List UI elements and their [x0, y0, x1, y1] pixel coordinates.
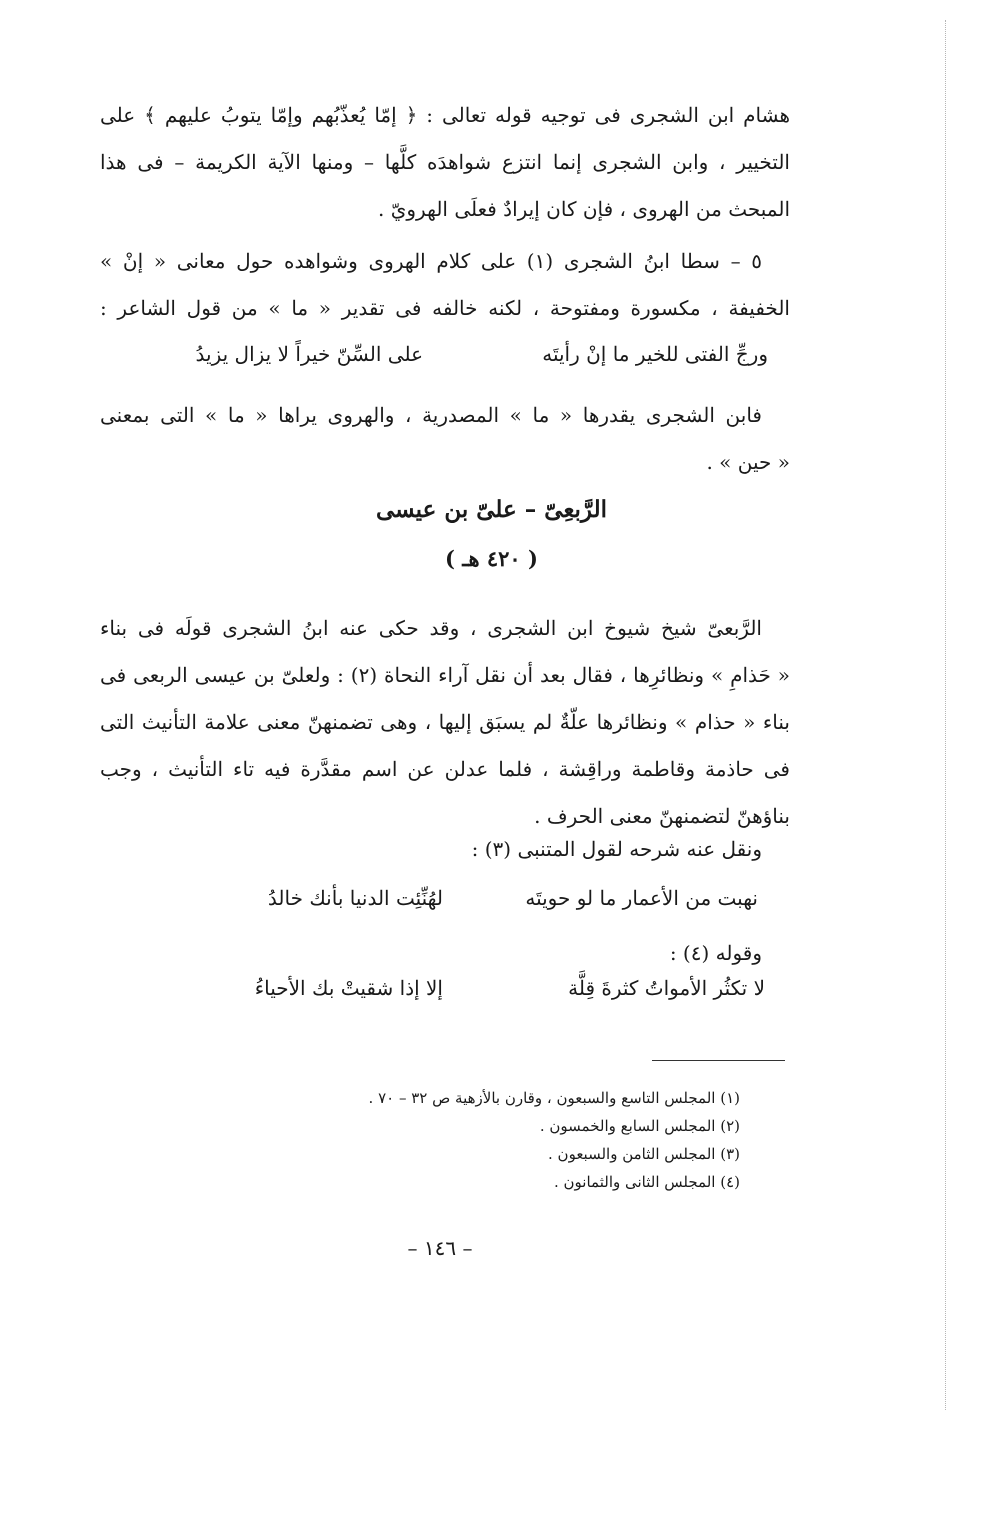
- text-line: فابن الشجرى يقدرها « ما » المصدرية ، والهروى يراها « ما » التى بمعنى: [100, 403, 762, 427]
- footnotes: [280, 1084, 740, 1196]
- footnote-1: (١) المجلس التاسع والسبعون ، وقارن بالأزهية ص ٣٢ – ٧٠ .: [368, 1089, 740, 1107]
- verse-first-hemistich: نهبت من الأعمار ما لو حويتَه: [525, 886, 758, 910]
- text-line: هشام ابن الشجرى فى توجيه قوله تعالى : ﴿ إمّا يُعذّبُهم وإمّا يتوبُ عليهم ﴾ على: [100, 103, 790, 127]
- verse-first-hemistich: لا تكثُر الأمواتُ كثرةَ قِلَّة: [568, 976, 765, 1000]
- section-heading-title: الرَّبعِىّ – علىّ بن عيسى: [375, 496, 608, 523]
- text-line: التخيير ، وابن الشجرى إنما انتزع شواهدَه كلَّها – ومنها الآية الكريمة – فى هذا: [100, 150, 790, 174]
- paragraph-mutanabbi-intro: [100, 826, 790, 873]
- paragraph-item-5: [100, 238, 790, 332]
- text-line: فى حاذمة وقاطمة وراقِشة ، فلما عدلن عن اسم مقدَّرة فيه تاء التأنيث ، وجب: [100, 757, 790, 781]
- text-line: « حَذامِ » ونظائرِها ، فقال بعد أن نقل آراء النحاة (٢) : ولعلىّ بن عيسى الربعى فى: [100, 663, 790, 687]
- footnote-separator: [652, 1060, 785, 1061]
- text-line: الرَّبعىّ شيخ شيوخ ابن الشجرى ، وقد حكى عنه ابنُ الشجرى قولَه فى بناء: [100, 616, 762, 640]
- text-line: بناء « حذام » ونظائرها علّةٌ لم يسبَق إليها ، وهى تضمنهنّ معنى علامة التأنيث التى: [100, 710, 790, 734]
- text-line: المبحث من الهروى ، فإن كان إيرادٌ فعلَى الهرويّ .: [378, 197, 790, 221]
- verse-second-hemistich: لهُنِّئِت الدنيا بأنك خالدُ: [267, 886, 443, 910]
- text-line: ٥ – سطا ابنُ الشجرى (١) على كلام الهروى وشواهده حول معانى « إنْ »: [100, 249, 762, 273]
- text-line: ونقل عنه شرحه لقول المتنبى (٣) :: [471, 837, 762, 861]
- paragraph-ibn-shajari-estimate: [100, 392, 790, 486]
- text-line: « حين » .: [706, 450, 790, 474]
- paragraph-his-saying: [100, 930, 790, 977]
- scan-edge-dotted-line: [945, 20, 946, 1410]
- section-heading-date: ( ٤٢٠ هـ ): [445, 546, 538, 571]
- text-line: الخفيفة ، مكسورة ومفتوحة ، لكنه خالفه فى تقدير « ما » من قول الشاعر :: [100, 296, 790, 320]
- footnote-3: (٣) المجلس الثامن والسبعون .: [548, 1145, 740, 1163]
- text-line: بناؤهنّ لتضمنهنّ معنى الحرف .: [534, 804, 790, 828]
- footnote-2: (٢) المجلس السابع والخمسون .: [539, 1117, 740, 1135]
- footnote-4: (٤) المجلس الثانى والثمانون .: [554, 1173, 740, 1191]
- page-number: – ١٤٦ –: [407, 1236, 473, 1260]
- verse-first-hemistich: ورجِّ الفتى للخير ما إنْ رأيتَه: [542, 342, 768, 366]
- paragraph-rabai: [100, 605, 790, 840]
- verse-second-hemistich: على السِّنّ خيراً لا يزال يزيدُ: [195, 342, 423, 366]
- text-line: وقوله (٤) :: [669, 941, 762, 965]
- paragraph-hisham-ibn-shajari: [100, 92, 790, 233]
- verse-second-hemistich: إلا إذا شقيتْ بك الأحياءُ: [254, 976, 443, 1000]
